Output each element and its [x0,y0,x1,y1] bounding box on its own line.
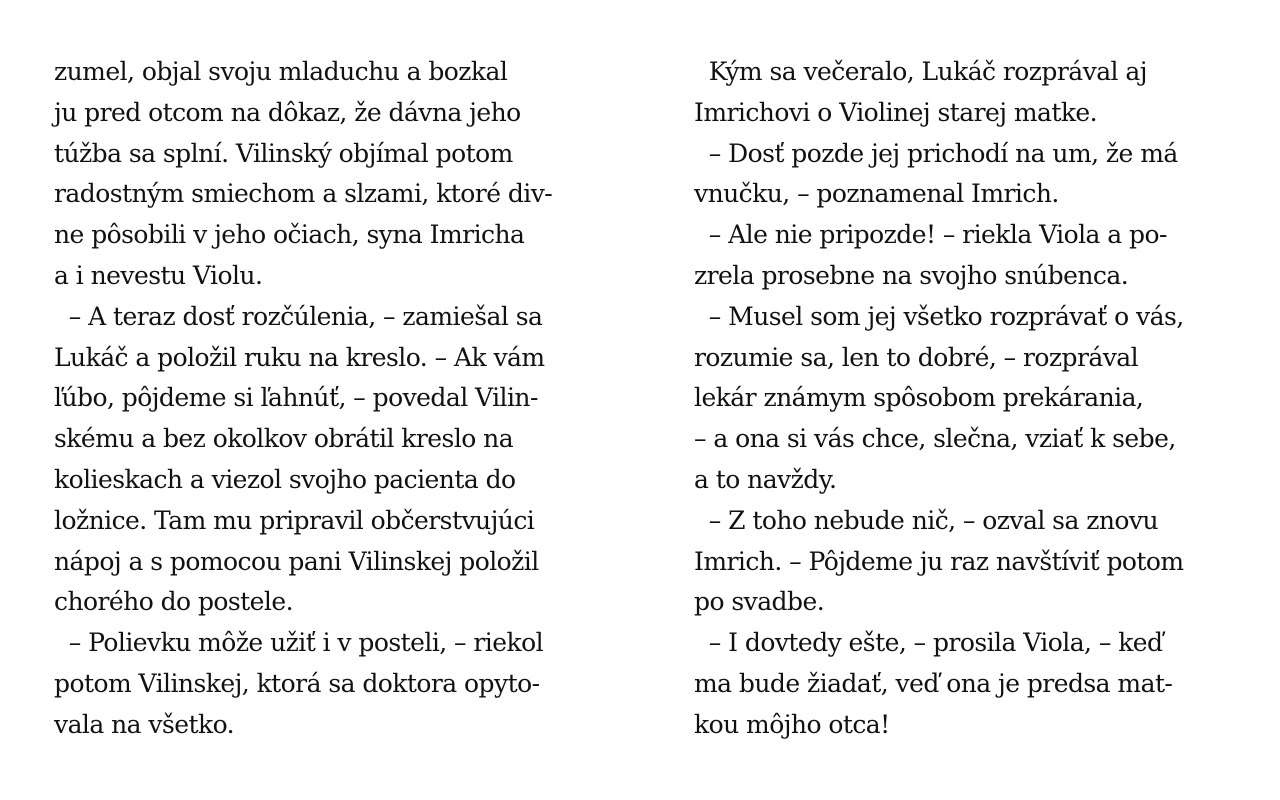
text-line: skému a bez okolkov obrátil kreslo na [54,424,514,454]
right-page-text [694,52,1234,746]
text-line: – a ona si vás chce, slečna, vziať k sebe, [694,424,1176,454]
text-line: radostným smiechom a slzami, ktoré div- [54,179,553,209]
text-line: – Polievku môže užiť i v posteli, – riekol [54,628,544,658]
text-line: Kým sa večeralo, Lukáč rozprával aj [694,57,1147,86]
text-line: túžba sa splní. Vilinský objímal potom [54,138,513,168]
text-line: rozumie sa, len to dobré, – rozprával [694,342,1139,372]
text-line: Imrich. – Pôjdeme ju raz navštíviť potom [694,546,1184,576]
text-line: ju pred otcom na dôkaz, že dávna jeho [54,97,521,127]
text-line: a i nevestu Violu. [54,260,263,290]
text-line: potom Vilinskej, ktorá sa doktora opyto- [54,668,540,698]
text-line: vnučku, – poznamenal Imrich. [694,179,1059,209]
text-line: vala na všetko. [54,709,235,739]
text-line: lekár známym spôsobom prekárania, [694,383,1144,413]
text-line: Imrichovi o Violinej starej matke. [694,97,1098,127]
text-line: Lukáč a položil ruku na kreslo. – Ak vám [54,342,545,372]
text-line: po svadbe. [694,587,825,617]
left-page-text [54,52,594,746]
text-line: zrela prosebne na svojho snúbenca. [694,260,1129,290]
text-line: zumel, objal svoju mladuchu a bozkal [54,57,508,86]
text-line: a to navždy. [694,464,837,494]
text-line: – I dovtedy ešte, – prosila Viola, – keď [694,628,1163,658]
text-line: ložnice. Tam mu pripravil občerstvujúci [54,505,535,535]
text-line: chorého do postele. [54,587,294,617]
text-line: – Dosť pozde jej prichodí na um, že má [694,138,1178,168]
text-line: kou môjho otca! [694,709,890,739]
text-line: nápoj a s pomocou pani Vilinskej položil [54,546,539,576]
text-line: – Musel som jej všetko rozprávať o vás, [694,301,1184,331]
text-line: – Z toho nebude nič, – ozval sa znovu [694,505,1159,535]
text-line: kolieskach a viezol svojho pacienta do [54,464,516,494]
text-line: – Ale nie pripozde! – riekla Viola a po- [694,220,1167,250]
text-line: ma bude žiadať, veď ona je predsa mat- [694,668,1173,698]
text-line: – A teraz dosť rozčúlenia, – zamiešal sa [54,301,543,331]
text-line: ľúbo, pôjdeme si ľahnúť, – povedal Vilin- [54,383,538,413]
text-line: ne pôsobili v jeho očiach, syna Imricha [54,220,525,250]
